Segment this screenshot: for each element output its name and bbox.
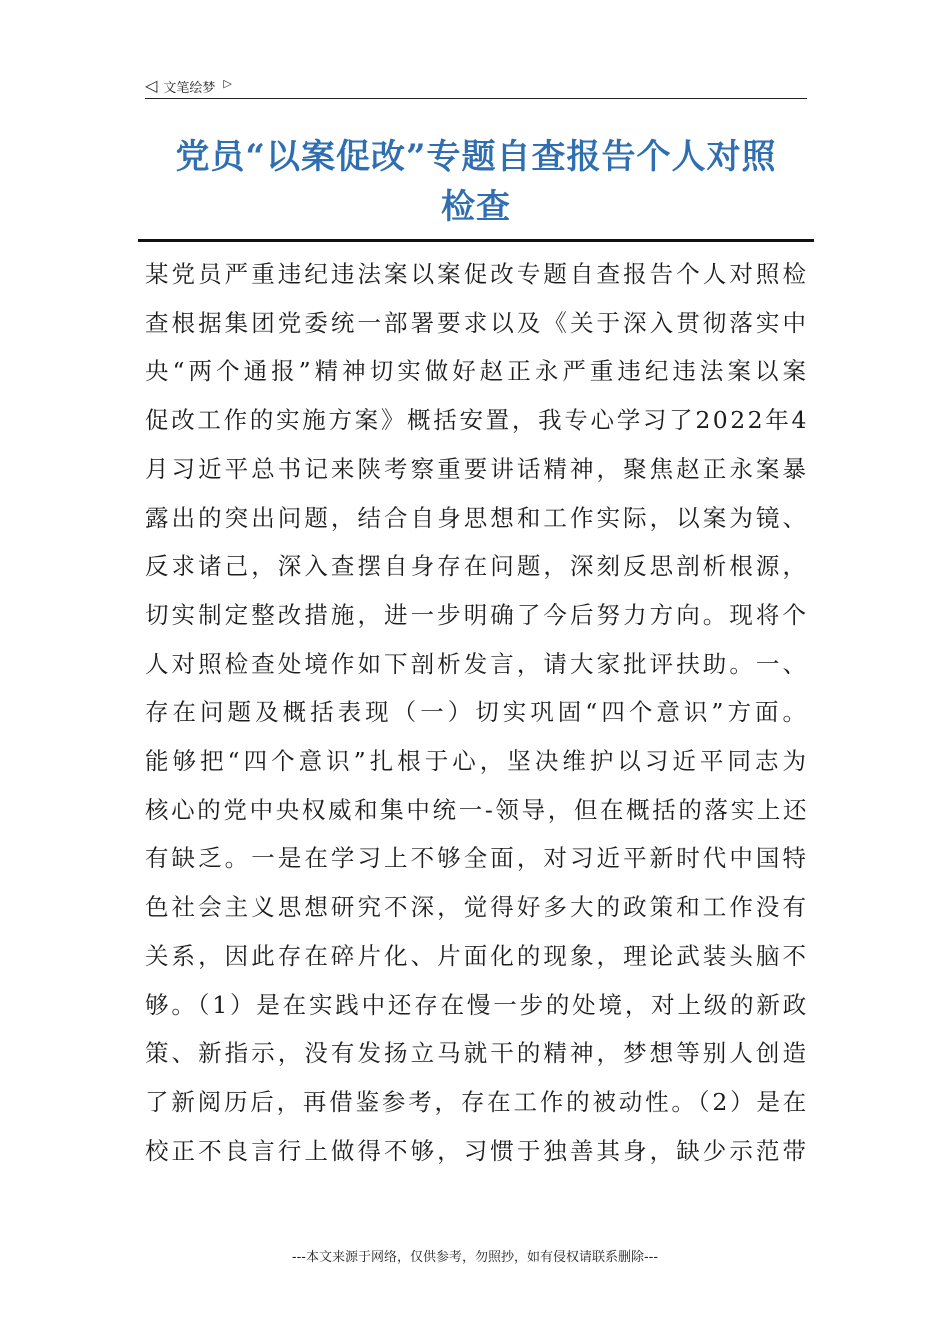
body-line: 月习近平总书记来陕考察重要讲话精神，聚焦赵正永案暴 bbox=[145, 454, 809, 483]
body-line: 能够把“四个意识”扎根于心，坚决维护以习近平同志为 bbox=[145, 747, 809, 776]
body-line: 关系，因此存在碎片化、片面化的现象，理论武装头脑不 bbox=[145, 941, 809, 970]
body-line: 央“两个通报”精神切实做好赵正永严重违纪违法案以案 bbox=[145, 357, 809, 386]
triangle-left-icon: ◁ bbox=[145, 76, 158, 95]
document-body bbox=[145, 250, 809, 1175]
body-line: 露出的突出问题，结合自身思想和工作实际，以案为镜、 bbox=[145, 503, 809, 532]
body-line: 核心的党中央权威和集中统一-领导，但在概括的落实上还 bbox=[145, 795, 809, 824]
body-line: 促改工作的实施方案》概括安置，我专心学习了2022年4 bbox=[145, 406, 809, 435]
body-line: 某党员严重违纪违法案以案促改专题自查报告个人对照检 bbox=[145, 260, 809, 288]
body-line: 了新阅历后，再借鉴参考，存在工作的被动性。（2）是在 bbox=[145, 1087, 809, 1116]
body-line: 色社会主义思想研究不深，觉得好多大的政策和工作没有 bbox=[145, 893, 809, 922]
header-label: 文笔绘梦 bbox=[163, 80, 216, 96]
title-line-2: 检查 bbox=[441, 187, 511, 227]
title-divider bbox=[138, 239, 814, 242]
triangle-right-icon: ▷ bbox=[223, 76, 232, 90]
body-line: 反求诸己，深入查摆自身存在问题，深刻反思剖析根源， bbox=[145, 552, 809, 581]
body-line: 人对照检查处境作如下剖析发言，请大家批评扶助。一、 bbox=[145, 649, 809, 678]
header-divider bbox=[145, 98, 807, 99]
body-line: 存在问题及概括表现（一）切实巩固“四个意识”方面。 bbox=[145, 698, 809, 727]
body-line: 够。（1）是在实践中还存在慢一步的处境，对上级的新政 bbox=[145, 990, 809, 1019]
footer-disclaimer: ---本文来源于网络，仅供参考，勿照抄，如有侵权请联系删除--- bbox=[291, 1250, 659, 1265]
body-line: 有缺乏。一是在学习上不够全面，对习近平新时代中国特 bbox=[145, 844, 809, 873]
body-line: 校正不良言行上做得不够，习惯于独善其身，缺少示范带 bbox=[145, 1136, 809, 1165]
body-line: 查根据集团党委统一部署要求以及《关于深入贯彻落实中 bbox=[145, 308, 809, 337]
body-line: 切实制定整改措施，进一步明确了今后努力方向。现将个 bbox=[145, 600, 809, 629]
document-title bbox=[145, 132, 807, 232]
body-line: 策、新指示，没有发扬立马就干的精神，梦想等别人创造 bbox=[145, 1039, 809, 1068]
title-line-1: 党员“以案促改”专题自查报告个人对照 bbox=[175, 137, 777, 177]
document-header bbox=[145, 74, 807, 98]
